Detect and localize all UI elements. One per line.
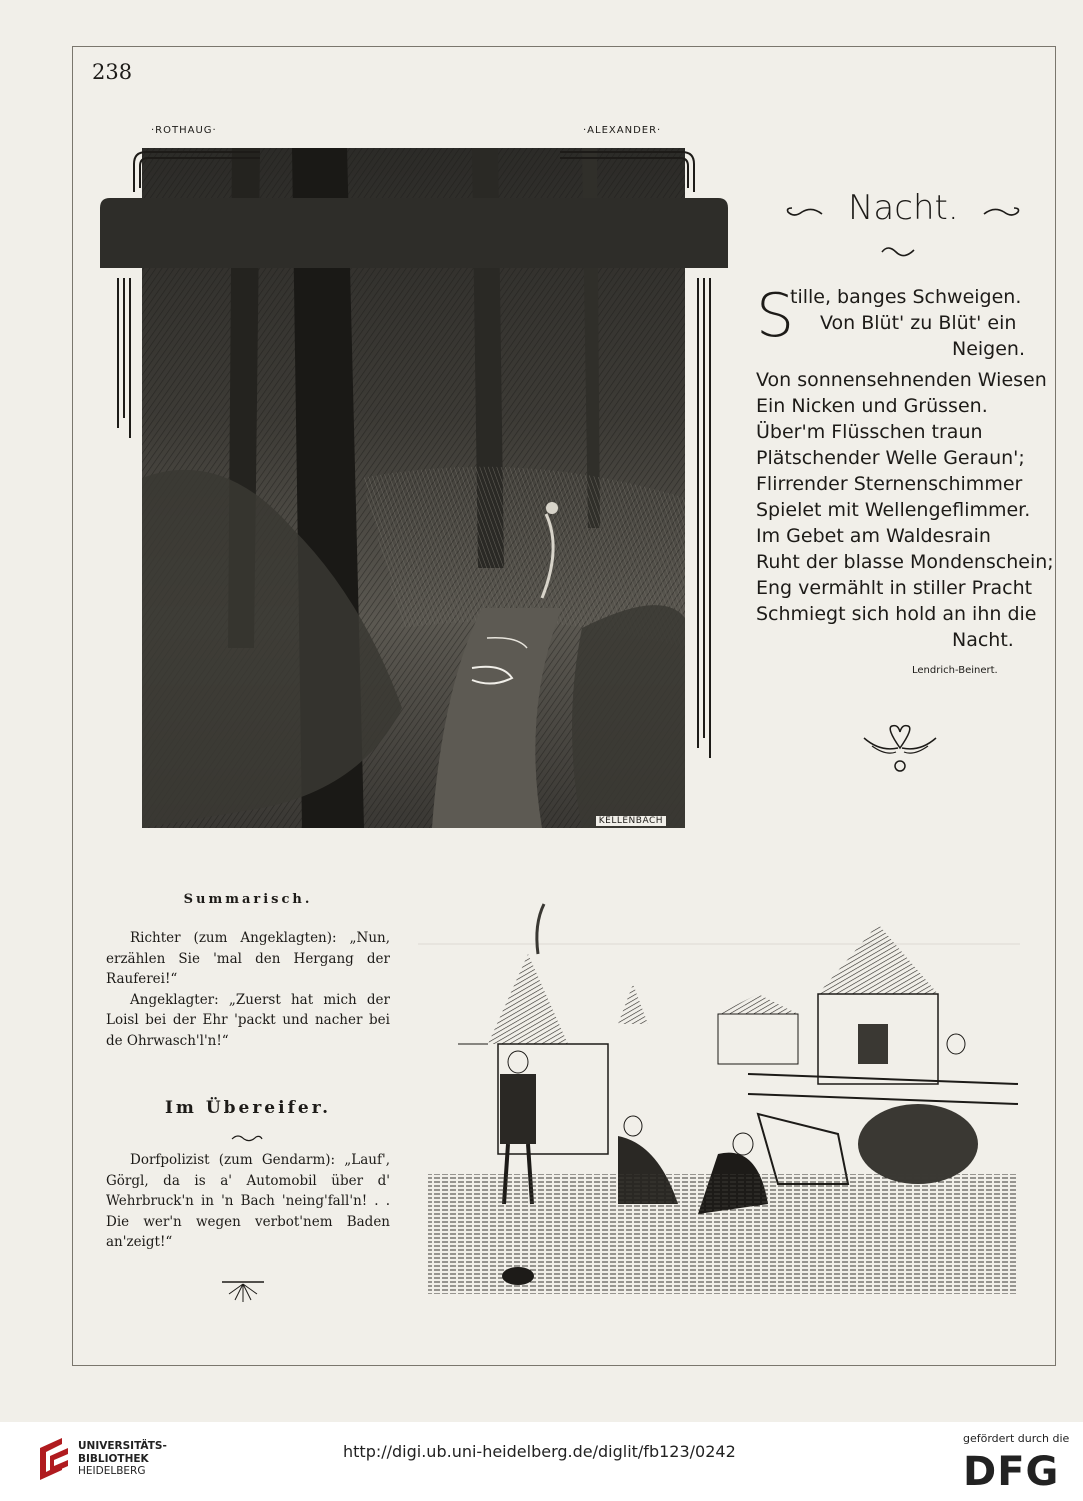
heart-ornament-icon xyxy=(862,722,938,774)
poem-line: Ein Nicken und Grüssen. xyxy=(756,395,988,417)
artist-label-left: ·ROTHAUG· xyxy=(148,125,220,136)
small-ornament-icon xyxy=(878,244,918,260)
engraver-signature: KELLENBACH xyxy=(596,816,666,826)
poem-author: Lendrich-Beinert. xyxy=(912,665,998,676)
poem-line: Schmiegt sich hold an ihn die xyxy=(756,603,1037,625)
page-number: 238 xyxy=(92,60,133,84)
poem-line: Flirrender Sternenschimmer xyxy=(756,473,1023,495)
viewer-footer xyxy=(0,1422,1083,1501)
poem-line: Von Blüt' zu Blüt' ein xyxy=(820,312,1017,334)
library-name-line2: BIBLIOTHEK xyxy=(78,1452,149,1465)
sunburst-ornament-icon xyxy=(218,1278,268,1306)
anecdote-2-text xyxy=(106,1150,390,1253)
poem-line: Nacht. xyxy=(952,629,1014,651)
library-name xyxy=(78,1440,167,1478)
anecdote-2-paragraph: Dorfpolizist (zum Gendarm): „Lauf', Görgl, da is a' Automobil über d' Wehrbruck'n in 'n Bach 'neing'fall'n! . . Die wer'n wegen verbot'nem Baden an'zeigt!“ xyxy=(106,1152,390,1250)
library-name-line1: UNIVERSITÄTS- xyxy=(78,1440,167,1452)
poem-line: Eng vermählt in stiller Pracht xyxy=(756,577,1033,599)
anecdote-1-text xyxy=(106,928,390,1051)
anecdote-1-paragraph: Angeklagter: „Zuerst hat mich der Loisl bei der Ehr 'packt und nacher bei de Ohrwasch'l'n!“ xyxy=(106,991,390,1049)
poem-line: Neigen. xyxy=(952,338,1026,360)
artist-label-right: ·ALEXANDER· xyxy=(580,125,664,136)
flourish-right-icon xyxy=(982,204,1022,220)
anecdote-1-paragraph: Richter (zum Angeklagten): „Nun, erzählen Sie 'mal den Hergang der Rauferei!“ xyxy=(106,930,390,987)
permalink-url[interactable]: http://digi.ub.uni-heidelberg.de/diglit/fb123/0242 xyxy=(343,1442,736,1461)
poem-line: Über'm Flüsschen traun xyxy=(756,421,983,443)
poem-line: tille, banges Schweigen. xyxy=(790,286,1022,308)
ornamental-banner xyxy=(100,148,728,280)
ribbon-right-ornament xyxy=(694,278,714,758)
separator-ornament-icon xyxy=(230,1133,264,1143)
poem-line: Ruht der blasse Mondenschein; xyxy=(756,551,1054,573)
poem-line: Von sonnensehnenden Wiesen xyxy=(756,369,1047,391)
anecdote-1-title: Summarisch. xyxy=(183,892,313,907)
poem-title-block xyxy=(760,188,1060,238)
poem-line: Plätschender Welle Geraun'; xyxy=(756,447,1025,469)
library-name-line3: HEIDELBERG xyxy=(78,1465,146,1477)
dfg-logo: DFG xyxy=(963,1449,1060,1495)
university-library-logo-icon xyxy=(38,1436,72,1482)
poem-line: Spielet mit Wellengeflimmer. xyxy=(756,499,1031,521)
village-stream-illustration xyxy=(418,884,1020,1300)
poem-line: Im Gebet am Waldesrain xyxy=(756,525,991,547)
forest-night-illustration xyxy=(100,88,728,828)
anecdote-2-title: Im Übereifer. xyxy=(164,1098,332,1118)
poem-drop-cap: S xyxy=(756,281,795,351)
ribbon-left-ornament xyxy=(114,278,134,438)
funded-by-label: gefördert durch die xyxy=(963,1432,1070,1445)
poem-title: Nacht. xyxy=(848,188,959,228)
flourish-left-icon xyxy=(784,204,824,220)
